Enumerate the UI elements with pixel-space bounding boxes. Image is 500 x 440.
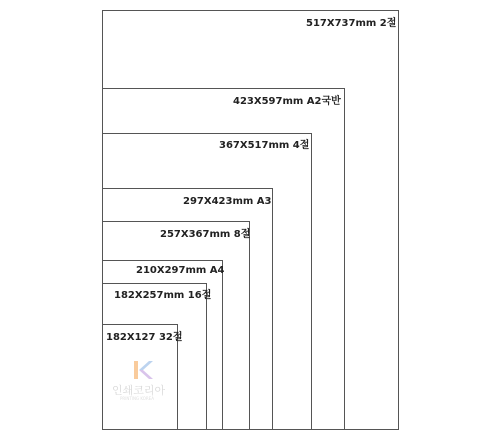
paper-size-label: 182X127 32절 (106, 332, 183, 343)
paper-size-label: 297X423mm A3 (183, 196, 272, 207)
watermark-logo (112, 360, 172, 400)
paper-size-label: 517X737mm 2절 (306, 18, 397, 29)
paper-size-label: 423X597mm A2국반 (233, 96, 341, 107)
paper-size-label: 367X517mm 4절 (219, 140, 310, 151)
paper-size-label: 182X257mm 16절 (114, 290, 212, 301)
watermark-brand: 인쇄코리아 (112, 384, 166, 397)
paper-size-label: 210X297mm A4 (136, 265, 225, 276)
k-logo-icon (132, 360, 154, 380)
paper-size-label: 257X367mm 8절 (160, 229, 251, 240)
watermark-subtitle: PRINTING KOREA (120, 396, 154, 401)
